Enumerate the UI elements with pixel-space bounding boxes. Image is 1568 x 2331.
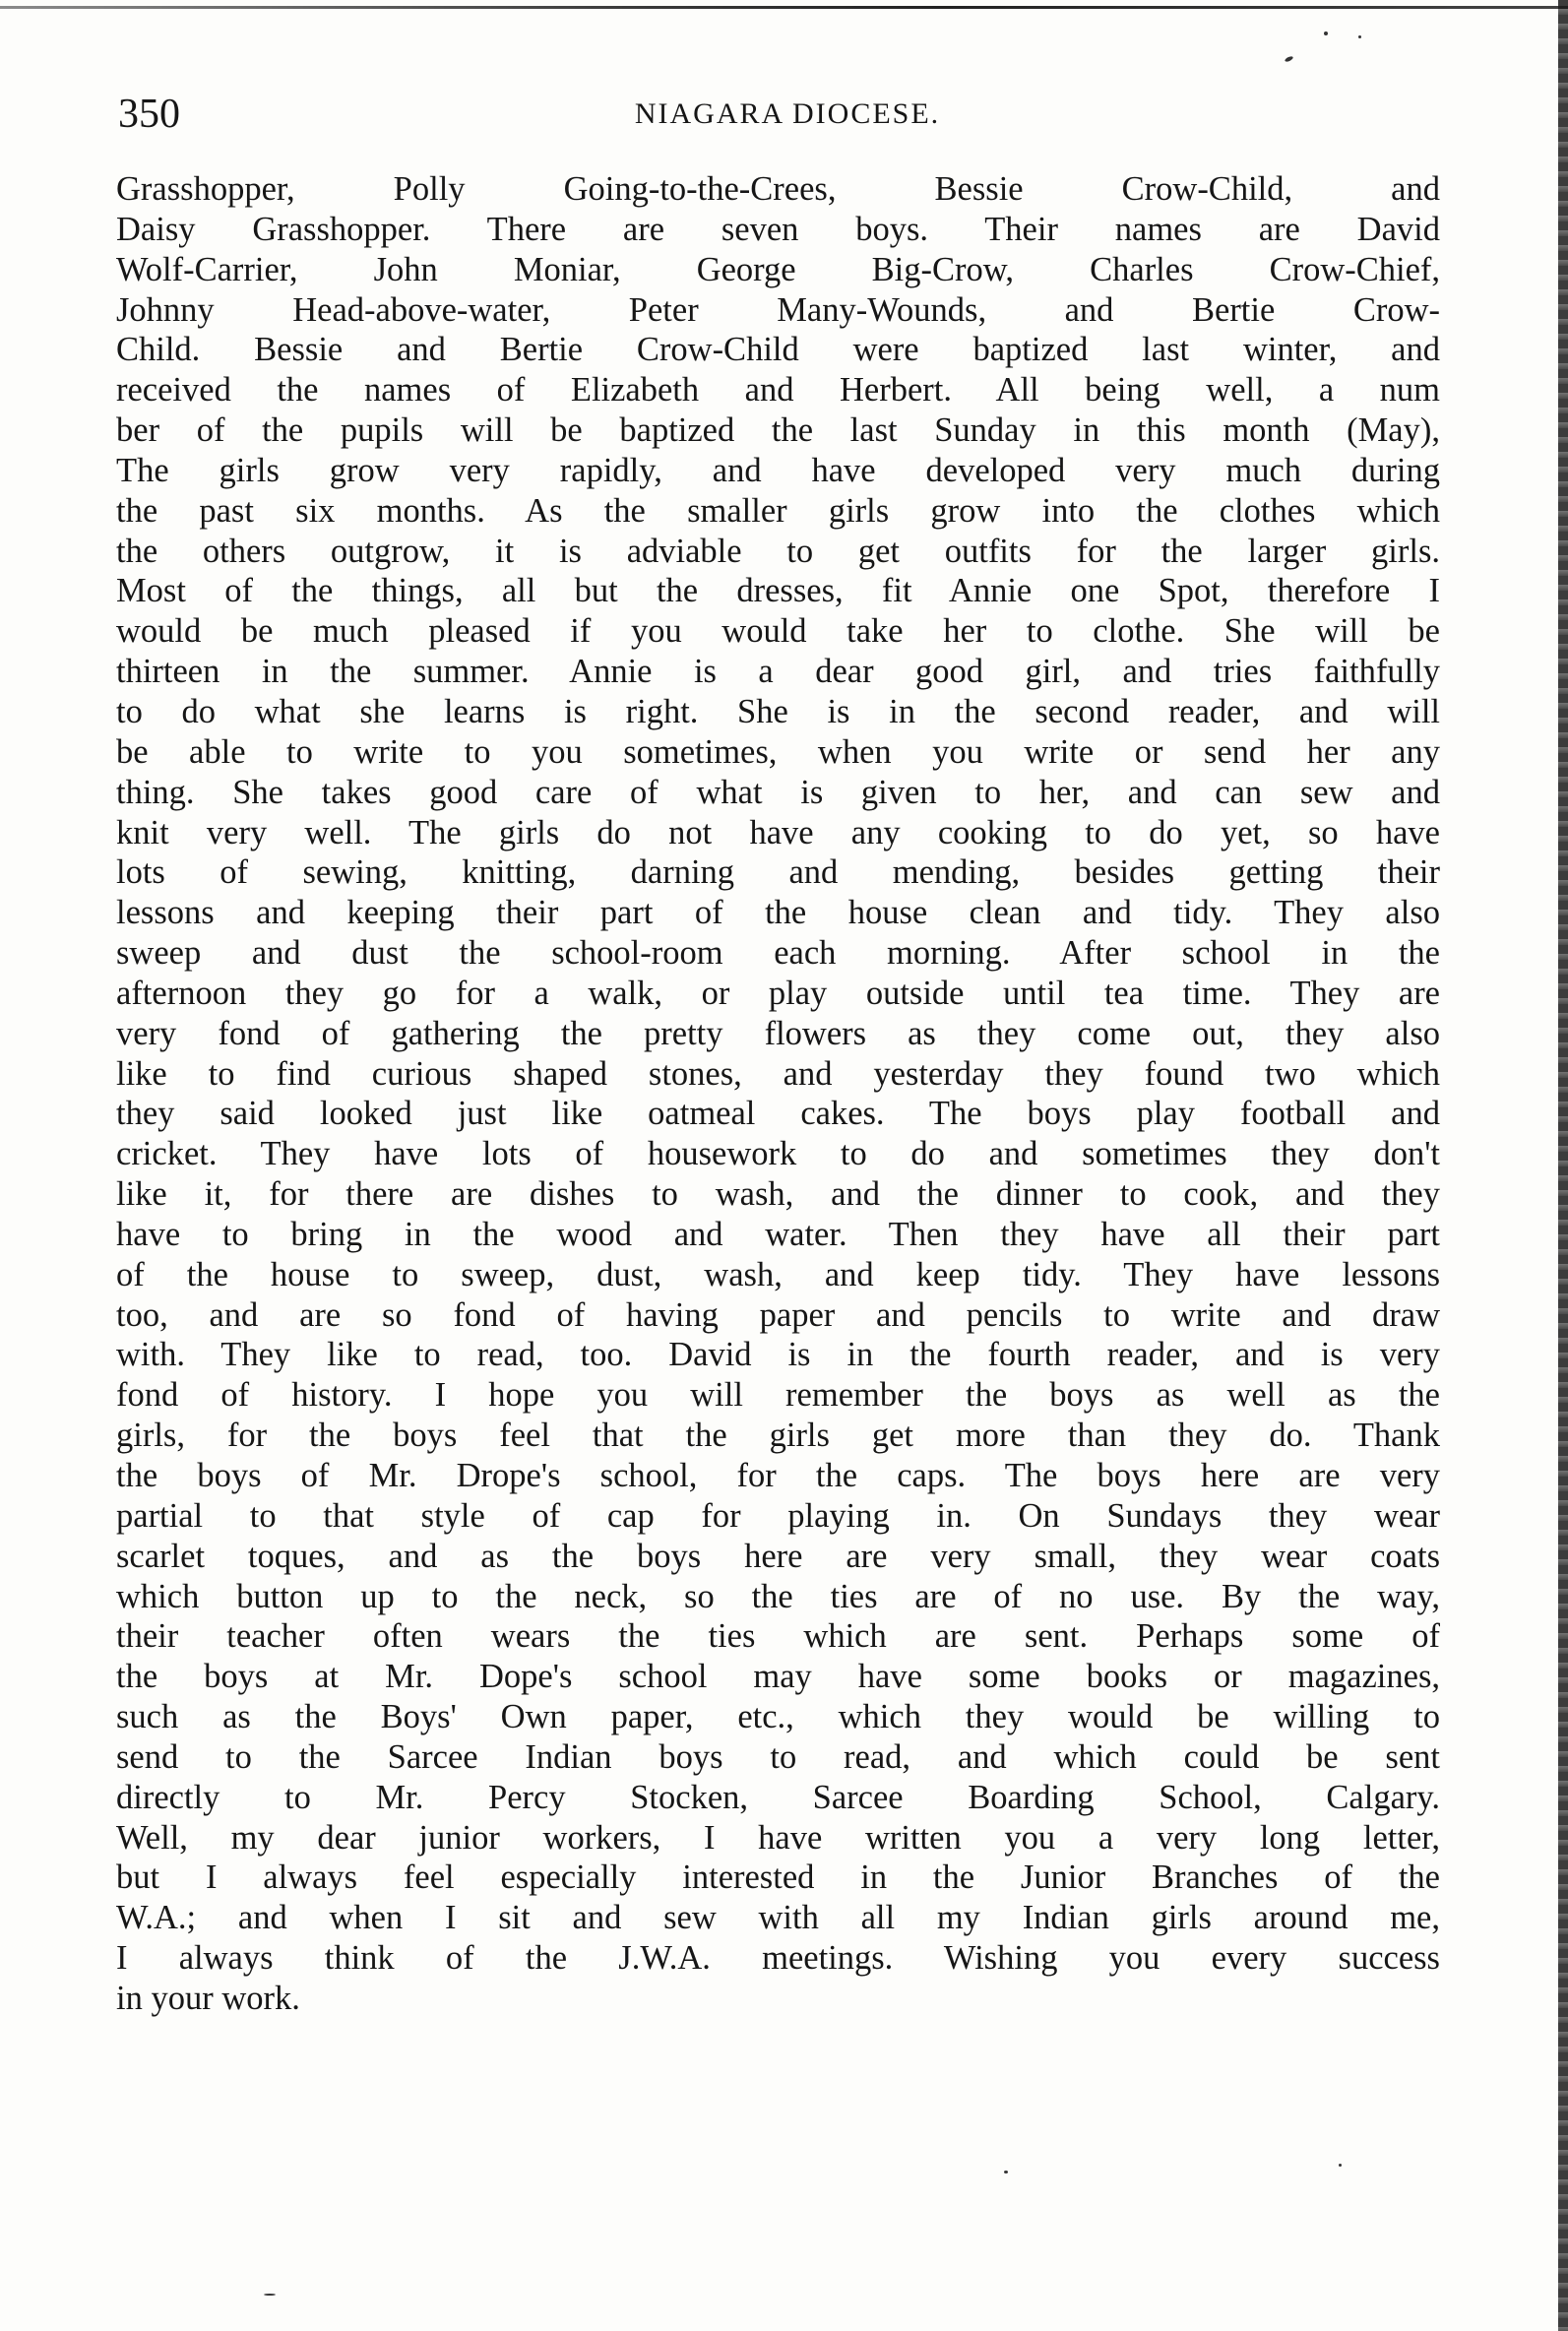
text-line: which button up to the neck, so the ties are of no use. By the way, [116,1577,1440,1615]
text-line: of the house to sweep, dust, wash, and keep tidy. They have lessons [116,1255,1440,1293]
text-line: but I always feel especially interested in the Junior Branches of the [116,1858,1440,1897]
text-line: Most of the things, all but the dresses, fit Annie one Spot, therefore I [116,572,1440,610]
text-line: Well, my dear junior workers, I have written you a very long letter, [116,1818,1440,1857]
text-line: the boys at Mr. Dope's school may have some books or magazines, [116,1658,1440,1696]
text-line: fond of history. I hope you will remember the boys as well as the [116,1376,1440,1415]
text-line: Child. Bessie and Bertie Crow-Child were baptized last winter, and [116,331,1440,369]
scan-speck [1358,35,1361,38]
text-line: thirteen in the summer. Annie is a dear good girl, and tries faithfully [116,653,1440,691]
scan-speck [1339,2164,1342,2167]
text-line: lots of sewing, knitting, darning and mending, besides getting their [116,853,1440,892]
text-line: lessons and keeping their part of the house clean and tidy. They also [116,894,1440,932]
text-line: W.A.; and when I sit and sew with all my Indian girls around me, [116,1899,1440,1937]
text-line: knit very well. The girls do not have any cooking to do yet, so have [116,813,1440,851]
text-line: sweep and dust the school-room each morning. After school in the [116,934,1440,973]
text-line: like to find curious shaped stones, and yesterday they found two which [116,1054,1440,1093]
page-number: 350 [118,92,180,137]
text-line: like it, for there are dishes to wash, and the dinner to cook, and they [116,1175,1440,1214]
text-line: the others outgrow, it is adviable to get outfits for the larger girls. [116,532,1440,570]
text-line: the boys of Mr. Drope's school, for the caps. The boys here are very [116,1457,1440,1494]
text-line: Grasshopper, Polly Going-to-the-Crees, Bessie Crow-Child, and [116,170,1440,208]
text-line: their teacher often wears the ties which are sent. Perhaps some of [116,1617,1440,1656]
text-line: send to the Sarcee Indian boys to read, and which could be sent [116,1737,1440,1776]
text-line: be able to write to you sometimes, when you write or send her any [116,732,1440,771]
text-line: too, and are so fond of having paper and pencils to write and draw [116,1295,1440,1334]
text-line: Johnny Head-above-water, Peter Many-Wounds, and Bertie Crow- [116,290,1440,329]
text-line: to do what she learns is right. She is in the second reader, and will [116,692,1440,730]
text-line: thing. She takes good care of what is given to her, and can sew and [116,773,1440,811]
running-title: NIAGARA DIOCESE. [634,97,941,130]
text-line: The girls grow very rapidly, and have developed very much during [116,451,1440,489]
text-line: afternoon they go for a walk, or play outside until tea time. They are [116,974,1440,1012]
scan-speck [1004,2171,1008,2174]
text-line: Daisy Grasshopper. There are seven boys. Their names are David [116,210,1440,248]
text-line: would be much pleased if you would take her to clothe. She will be [116,612,1440,651]
top-border-rule [0,6,1568,9]
text-line: partial to that style of cap for playing in. On Sundays they wear [116,1496,1440,1535]
text-line: they said looked just like oatmeal cakes. The boys play football and [116,1095,1440,1133]
text-line: the past six months. As the smaller girls grow into the clothes which [116,491,1440,530]
page-header [118,85,1457,144]
text-line: have to bring in the wood and water. Then they have all their part [116,1215,1440,1253]
text-line: girls, for the boys feel that the girls get more than they do. Thank [116,1417,1440,1455]
text-line: ber of the pupils will be baptized the last Sunday in this month (May), [116,411,1440,450]
text-line: very fond of gathering the pretty flowers as they come out, they also [116,1014,1440,1052]
text-line: in your work. [116,1979,300,2017]
text-line: scarlet toques, and as the boys here are very small, they wear coats [116,1537,1440,1575]
body-paragraph [116,169,1440,2019]
text-line: such as the Boys' Own paper, etc., which they would be willing to [116,1698,1440,1736]
scan-speck [264,2294,276,2296]
text-line: cricket. They have lots of housework to do and sometimes they don't [116,1135,1440,1173]
text-line: I always think of the J.W.A. meetings. Wishing you every success [116,1939,1440,1978]
text-line: received the names of Elizabeth and Herbert. All being well, a num [116,371,1440,410]
text-line: Wolf-Carrier, John Moniar, George Big-Crow, Charles Crow-Chief, [116,250,1440,288]
text-line: with. They like to read, too. David is in the fourth reader, and is very [116,1336,1440,1374]
scan-speck [1285,55,1294,62]
page-edge-shadow [1558,0,1568,2331]
text-line: directly to Mr. Percy Stocken, Sarcee Boarding School, Calgary. [116,1778,1440,1816]
scan-speck [1324,32,1328,35]
